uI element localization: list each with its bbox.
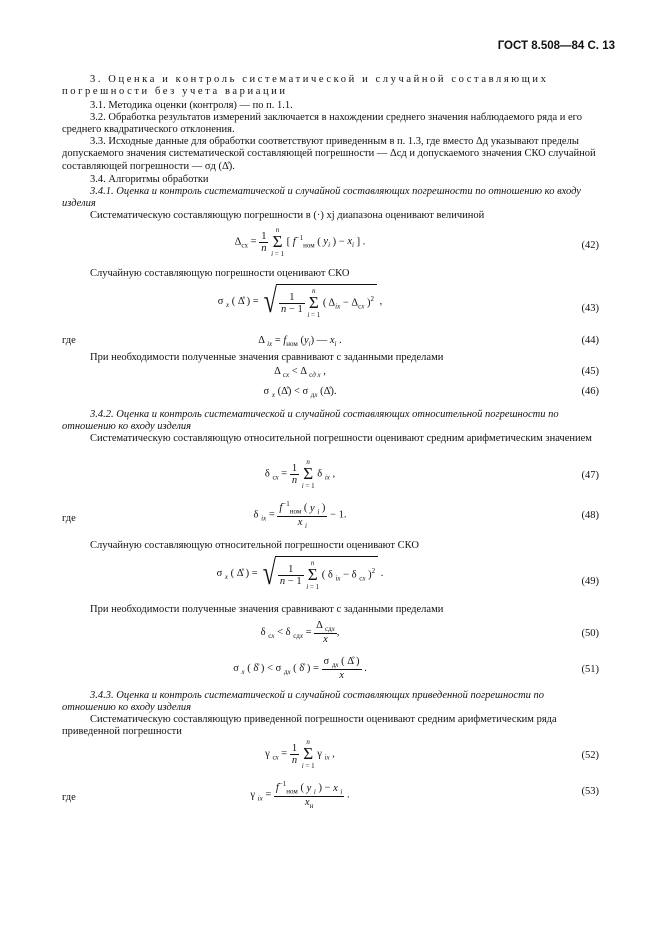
para-3-2: 3.2. Обработка результатов измерений заключается в нахождении среднего значения наблюдаемого ряда и его среднего квадратического отклонения. — [62, 112, 582, 136]
para-3-4-2-title: 3.4.2. Оценка и контроль систематической и случайной составляющих относительной погрешности по отношению ко входу изделия — [62, 409, 559, 433]
equation-43: σ $_x$ ( Δ̊ ) = √ $\frac{1}{n - 1}$ n Σ i = 1 ( $\Delta_{ix} - \Delta_{cx}$ )$^2$ , — [217, 282, 383, 320]
equation-number-50: (50) — [581, 628, 599, 639]
equation-52: γ $_{cx}$ = $\frac{1}{n}$ n Σ i = 1 γ $_{ix}$ , — [265, 738, 335, 770]
para-compare-2: При необходимости полученные значения сравнивают с заданными пределами — [90, 604, 444, 615]
equation-49: σ $_x$ ( Δ̊ ) = √ $\frac{1}{n - 1}$ n Σ i = 1 ( δ $_{ix}$ − δ $_{cx}$ )$^2$ . — [216, 554, 384, 592]
equation-45: Δ $_{cx}$ < Δ $_{cд x}$ , — [274, 366, 326, 380]
para-3-3: 3.3. Исходные данные для обработки соответствуют приведенным в п. 1.3, где вместо Δд указывают пределы допускаемого значения систематической составляющей погрешности — Δсд и допускаемого значения СКО случайной составляющей погрешности — σд (Δ̊). — [62, 136, 596, 172]
where-label-2: где — [62, 513, 76, 524]
para-3-4-1-text: Систематическую составляющую погрешности в (·) xj диапазона оценивают величиной — [90, 210, 485, 221]
para-3-1: 3.1. Методика оценки (контроля) — по п. 1.1. — [90, 100, 293, 111]
equation-53: γ $_{ix}$ = $\frac{f^{-1}_{ном} ( y _i ) - x _i}{x_н}$ . — [250, 780, 350, 810]
equation-number-46: (46) — [581, 386, 599, 397]
equation-number-45: (45) — [581, 366, 599, 377]
equation-50: δ $_{cx}$ < δ $_{cдx}$ = $\frac{\Delta _{cдx}}{x}$ , — [260, 620, 340, 646]
para-3-4-2-text: Систематическую составляющую относительной погрешности оценивают средним арифметическим значением — [90, 433, 592, 444]
equation-number-43: (43) — [581, 303, 599, 314]
equation-44: Δ $_{ix} = f_{ном}$ $(y_i)$ — $x_i$ . — [258, 335, 342, 349]
para-3-4-2-sko: Случайную составляющую относительной погрешности оценивают СКО — [90, 540, 419, 551]
para-3-4: 3.4. Алгоритмы обработки — [90, 174, 209, 185]
where-label-1: где — [62, 335, 76, 346]
equation-number-44: (44) — [581, 335, 599, 346]
equation-42: $\Delta_{cx}$ = $\frac{1}{n}$ n Σ i = 1 [ $f^{-1}_{ном}$ ( $y_i$ ) − $x_i$ ] . — [234, 226, 366, 258]
section-3-title: 3. Оценка и контроль систематической и случайной составляющих погрешности без учета вариации — [62, 74, 549, 98]
para-3-4-3-text: Систематическую составляющую приведенной погрешности оценивают средним арифметическим ряда приведенной погрешности — [62, 714, 557, 738]
equation-51: σ $_x$ ( δ̊ ) < σ $_{дx}$ ( δ̊ ) = $\frac{\sigma _{дx} ( \Deltå )}{x}$ . — [233, 656, 367, 682]
equation-46: σ $_x$ (Δ̊) < σ $_{дx}$ (Δ̊). — [263, 386, 337, 400]
equation-number-53: (53) — [581, 786, 599, 797]
para-3-4-1-sko: Случайную составляющую погрешности оценивают СКО — [90, 268, 350, 279]
equation-number-47: (47) — [581, 470, 599, 481]
equation-48: δ $_{ix}$ = $\frac{f^{-1}_{ном} ( y _i )}{x _i}$ − 1. — [253, 500, 347, 530]
where-label-3: где — [62, 792, 76, 803]
page-header: ГОСТ 8.508—84 С. 13 — [497, 40, 615, 52]
para-compare-1: При необходимости полученные значения сравнивают с заданными пределами — [90, 352, 444, 363]
equation-number-48: (48) — [581, 510, 599, 521]
para-3-4-1-title: 3.4.1. Оценка и контроль систематической и случайной составляющих погрешности по отношению ко входу изделия — [62, 186, 581, 210]
equation-number-49: (49) — [581, 576, 599, 587]
equation-47: δ $_{cx}$ = $\frac{1}{n}$ n Σ i = 1 δ $_{ix}$ , — [264, 458, 336, 490]
para-3-4-3-title: 3.4.3. Оценка и контроль систематической и случайной составляющих приведенной погрешности по отношению ко входу изделия — [62, 690, 545, 714]
equation-number-52: (52) — [581, 750, 599, 761]
equation-number-51: (51) — [581, 664, 599, 675]
equation-number-42: (42) — [581, 240, 599, 251]
